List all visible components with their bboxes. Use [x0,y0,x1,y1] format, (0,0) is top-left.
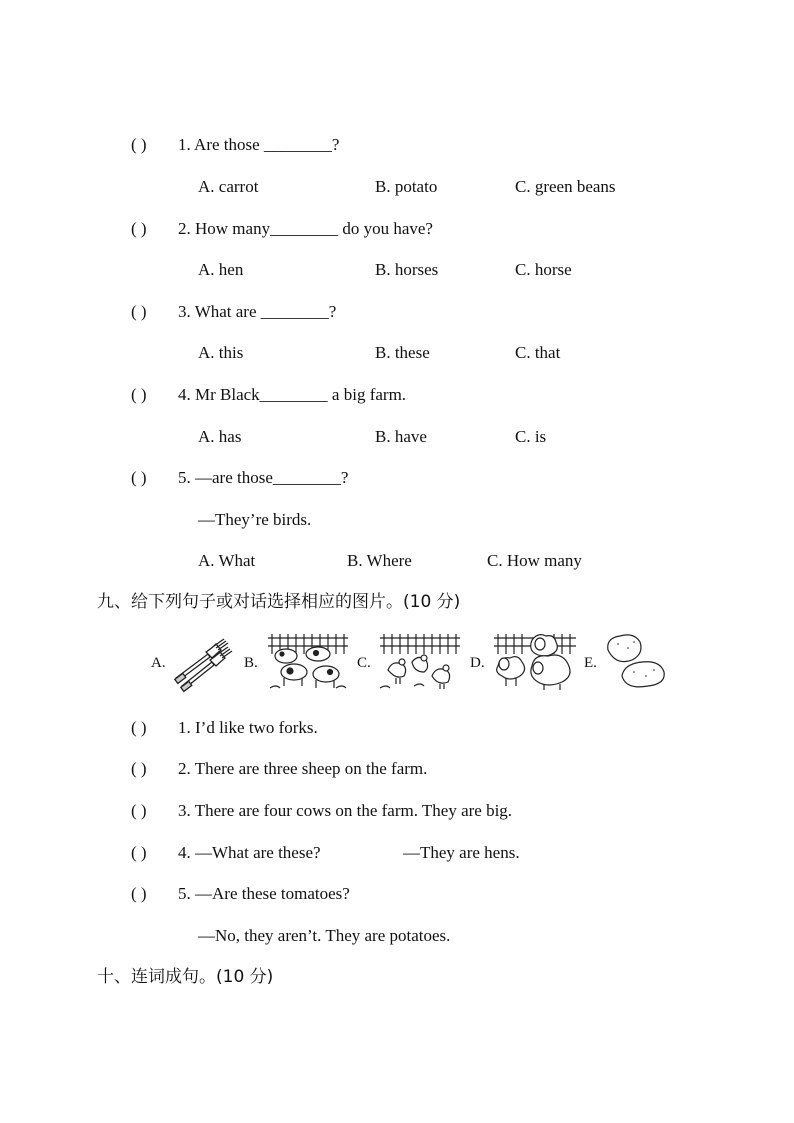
option-a[interactable]: A. hen [198,260,244,279]
picture-label-a: A. [151,655,166,671]
answer-paren[interactable]: ( ) [131,759,147,778]
match-sentence: 5. —Are these tomatoes? [178,884,350,903]
answer-paren[interactable]: ( ) [131,468,147,487]
section-10-heading: 十、连词成句。(10 分) [97,967,274,987]
option-b[interactable]: B. Where [347,551,412,570]
option-b[interactable]: B. horses [375,260,439,279]
picture-label-e: E. [584,655,597,671]
option-c[interactable]: C. How many [487,551,582,570]
section-9-heading: 九、给下列句子或对话选择相应的图片。(10 分) [97,592,461,612]
answer-paren[interactable]: ( ) [131,135,147,154]
question-reply: —They’re birds. [198,510,312,529]
answer-paren[interactable]: ( ) [131,884,147,903]
picture-label-c: C. [357,655,371,671]
match-reply: —No, they aren’t. They are potatoes. [198,926,451,945]
option-b[interactable]: B. these [375,343,430,362]
question-stem: 3. What are ________? [178,302,337,321]
option-c[interactable]: C. green beans [515,177,616,196]
answer-paren[interactable]: ( ) [131,385,147,404]
question-stem: 1. Are those ________? [178,135,340,154]
option-a[interactable]: A. carrot [198,177,259,196]
option-a[interactable]: A. What [198,551,256,570]
option-b[interactable]: B. potato [375,177,438,196]
question-stem: 5. —are those________? [178,468,349,487]
match-sentence: 2. There are three sheep on the farm. [178,759,428,778]
option-c[interactable]: C. that [515,343,561,362]
sheep-icon [492,630,578,695]
forks-icon [172,636,234,693]
answer-paren[interactable]: ( ) [131,718,147,737]
option-a[interactable]: A. this [198,343,244,362]
option-b[interactable]: B. have [375,427,427,446]
potatoes-icon [604,632,670,695]
answer-paren[interactable]: ( ) [131,843,147,862]
picture-label-d: D. [470,655,485,671]
option-c[interactable]: C. is [515,427,547,446]
answer-paren[interactable]: ( ) [131,219,147,238]
answer-paren[interactable]: ( ) [131,801,147,820]
match-sentence: 3. There are four cows on the farm. They are big. [178,801,513,820]
match-sentence: 4. —What are these? [178,843,321,862]
hens-icon [378,632,462,695]
answer-paren[interactable]: ( ) [131,302,147,321]
option-c[interactable]: C. horse [515,260,572,279]
cows-icon [266,632,350,695]
picture-label-b: B. [244,655,258,671]
question-stem: 4. Mr Black________ a big farm. [178,385,407,404]
match-reply: —They are hens. [403,843,520,862]
question-stem: 2. How many________ do you have? [178,219,433,238]
match-sentence: 1. I’d like two forks. [178,718,318,737]
option-a[interactable]: A. has [198,427,242,446]
